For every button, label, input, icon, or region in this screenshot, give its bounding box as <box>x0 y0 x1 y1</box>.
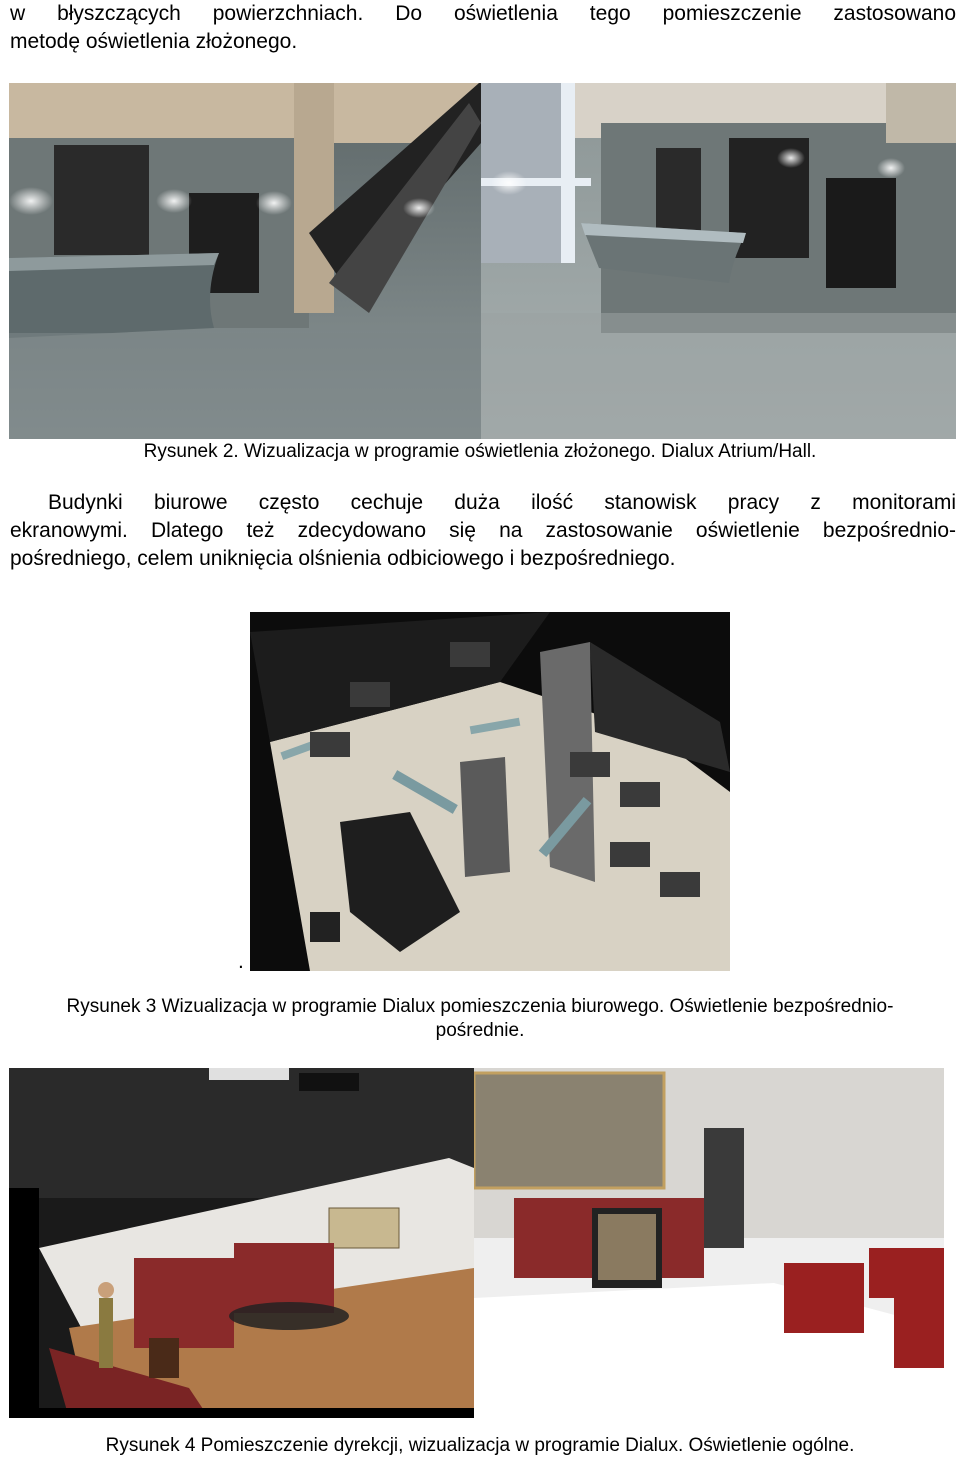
figure-4-caption: Rysunek 4 Pomieszczenie dyrekcji, wizualizacja w programie Dialux. Oświetlenie ogólne. <box>105 1435 855 1456</box>
intro-line-1: w błyszczących powierzchniach. Do oświetlenia tego pomieszczenie zastosowano <box>10 2 956 25</box>
paragraph-line-2: ekranowymi. Dlatego też zdecydowano się na zastosowanie oświetlenie bezpośrednio- <box>10 519 956 542</box>
paragraph-line-1: Budynki biurowe często cechuje duża ilość stanowisk pracy z monitorami <box>48 491 956 514</box>
figure-3-dot: . <box>238 950 244 973</box>
figure-2-left-image <box>9 83 481 439</box>
intro-line-2: metodę oświetlenia złożonego. <box>10 30 298 53</box>
figure-4-right-image <box>474 1068 944 1418</box>
director-office-right-render <box>474 1068 944 1418</box>
atrium-left-render <box>9 83 481 439</box>
atrium-right-render <box>481 83 956 439</box>
figure-2-right-image <box>481 83 956 439</box>
figure-2-caption: Rysunek 2. Wizualizacja w programie oświetlenia złożonego. Dialux Atrium/Hall. <box>143 441 817 462</box>
figure-3-image <box>250 612 730 971</box>
paragraph-line-3: pośredniego, celem uniknięcia olśnienia odbiciowego i bezpośredniego. <box>10 547 676 570</box>
figure-3-caption-line-2: pośrednie. <box>435 1020 525 1041</box>
figure-3-caption-line-1: Rysunek 3 Wizualizacja w programie Dialux pomieszczenia biurowego. Oświetlenie bezpośrednio- <box>66 996 894 1017</box>
figure-4-left-image <box>9 1068 474 1418</box>
office-render <box>250 612 730 971</box>
director-office-left-render <box>9 1068 474 1418</box>
